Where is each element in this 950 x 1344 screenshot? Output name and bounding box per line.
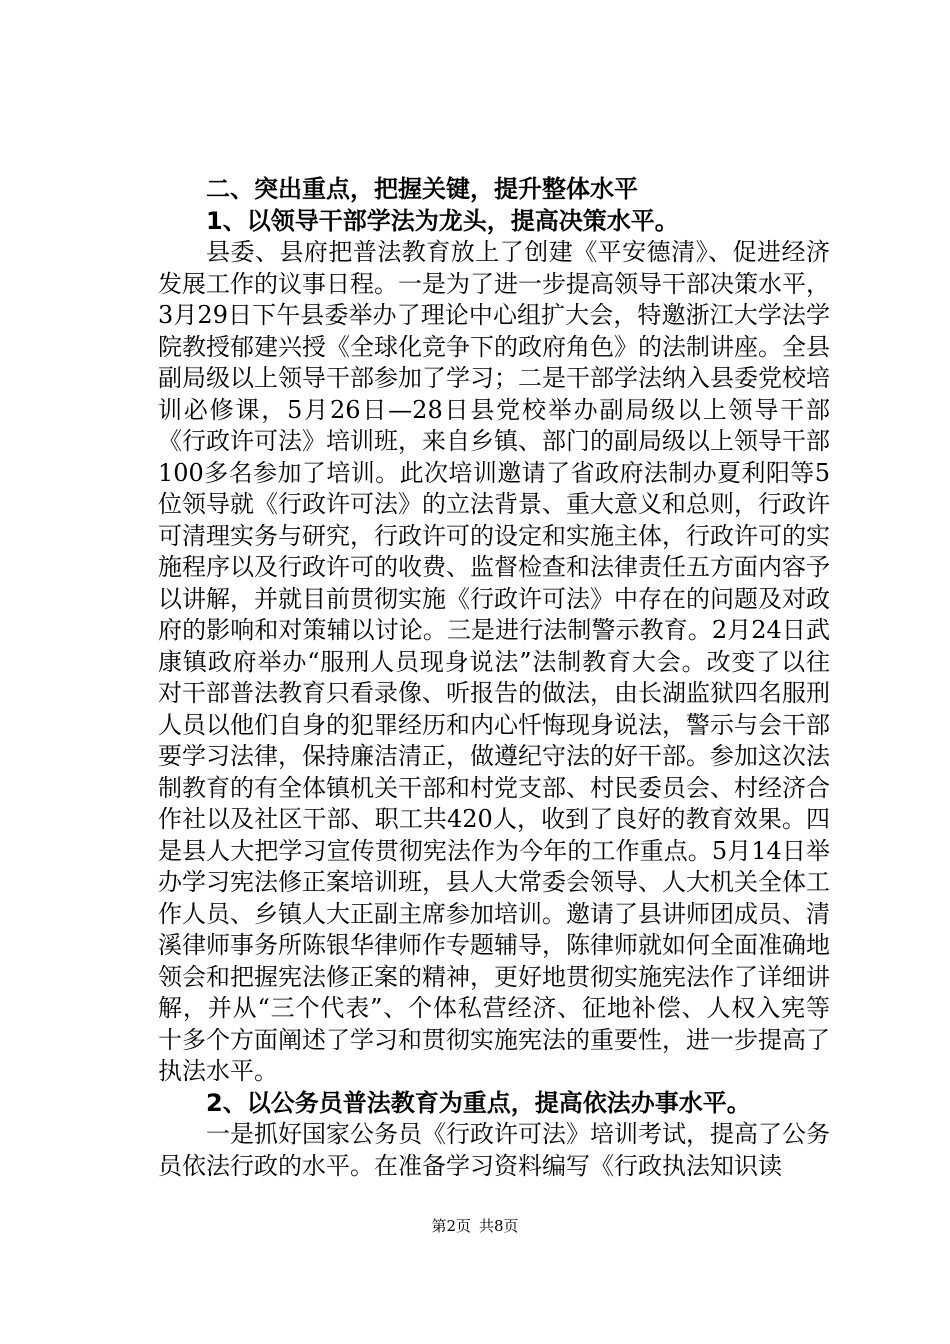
- page-total: 共8页: [479, 1217, 519, 1235]
- paragraph-leaders-study-law: 县委、县府把普法教育放上了创建《平安德清》、促进经济发展工作的议事日程。一是为了进一步提高领导干部决策水平，3月29日下午县委举办了理论中心组扩大会，特邀浙江大学法学院教授郁建兴授《全球化竞争下的政府角色》的法制讲座。全县副局级以上领导干部参加了学习；二是干部学法纳入县委党校培训必修课，5月26日—28日县党校举办副局级以上领导干部《行政许可法》培训班，来自乡镇、部门的副局级以上领导干部100多名参加了培训。此次培训邀请了省政府法制办夏利阳等5位领导就《行政许可法》的立法背景、重大意义和总则，行政许可清理实务与研究，行政许可的设定和实施主体，行政许可的实施程序以及行政许可的收费、监督检查和法律责任五方面内容予以讲解，并就目前贯彻实施《行政许可法》中存在的问题及对政府的影响和对策辅以讨论。三是进行法制警示教育。2月24日武康镇政府举办“服刑人员现身说法”法制教育大会。改变了以往对干部普法教育只看录像、听报告的做法，由长湖监狱四名服刑人员以他们自身的犯罪经历和内心忏悔现身说法，警示与会干部要学习法律，保持廉洁清正，做遵纪守法的好干部。参加这次法制教育的有全体镇机关干部和村党支部、村民委员会、村经济合作社以及社区干部、职工共420人，收到了良好的教育效果。四是县人大把学习宣传贯彻宪法作为今年的工作重点。5月14日举办学习宪法修正案培训班，县人大常委会领导、人大机关全体工作人员、乡镇人大正副主席参加培训。邀请了县讲师团成员、清溪律师事务所陈银华律师作专题辅导，陈律师就如何全面准确地领会和把握宪法修正案的精神，更好地贯彻实施宪法作了详细讲解，并从“三个代表”、个体私营经济、征地补偿、人权入宪等十多个方面阐述了学习和贯彻实施宪法的重要性，进一步提高了执法水平。: [158, 238, 830, 1085]
- section-heading: 二、突出重点，把握关键，提升整体水平: [206, 175, 638, 203]
- subheading-leaders-study-law: 1、以领导干部学法为龙头，提高决策水平。: [206, 206, 679, 235]
- paragraph-civil-servants-law-education: 一是抓好国家公务员《行政许可法》培训考试，提高了公务员依法行政的水平。在准备学习资料编写《行政执法知识读: [158, 1120, 830, 1180]
- page-number: 第2页: [431, 1217, 471, 1235]
- subheading-civil-servants-law-education: 2、以公务员普法教育为重点，提高依法办事水平。: [206, 1088, 751, 1117]
- page-footer: [0, 1216, 950, 1236]
- document-body: [158, 174, 830, 1182]
